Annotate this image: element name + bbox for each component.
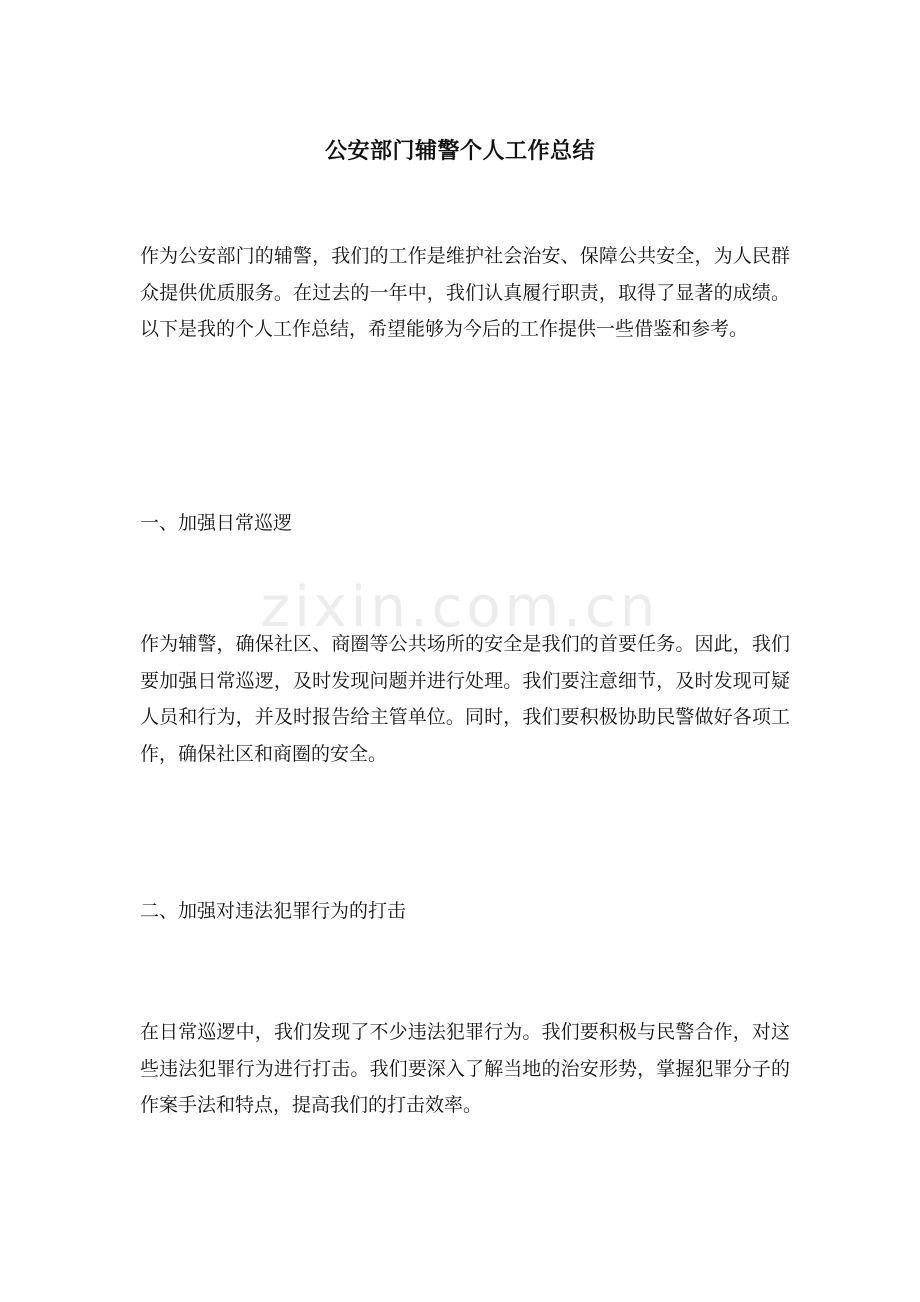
intro-paragraph: 作为公安部门的辅警，我们的工作是维护社会治安、保障公共安全，为人民群众提供优质服务。在过去的一年中，我们认真履行职责，取得了显著的成绩。以下是我的个人工作总结，希望能够为今后的工作提供一些借鉴和参考。 — [140, 245, 790, 341]
watermark: zixin.com.cn — [260, 575, 660, 640]
section-body-1: 作为辅警，确保社区、商圈等公共场所的安全是我们的首要任务。因此，我们要加强日常巡逻，及时发现问题并进行处理。我们要注意细节，及时发现可疑人员和行为，并及时报告给主管单位。同时，我们要积极协助民警做好各项工作，确保社区和商圈的安全。 — [140, 633, 790, 765]
page-title: 公安部门辅警个人工作总结 — [324, 137, 595, 164]
section-body-2: 在日常巡逻中，我们发现了不少违法犯罪行为。我们要积极与民警合作，对这些违法犯罪行为进行打击。我们要深入了解当地的治安形势，掌握犯罪分子的作案手法和特点，提高我们的打击效率。 — [140, 1021, 790, 1117]
section-heading-1: 一、加强日常巡逻 — [140, 512, 293, 534]
section-heading-2: 二、加强对违法犯罪行为的打击 — [140, 900, 407, 922]
